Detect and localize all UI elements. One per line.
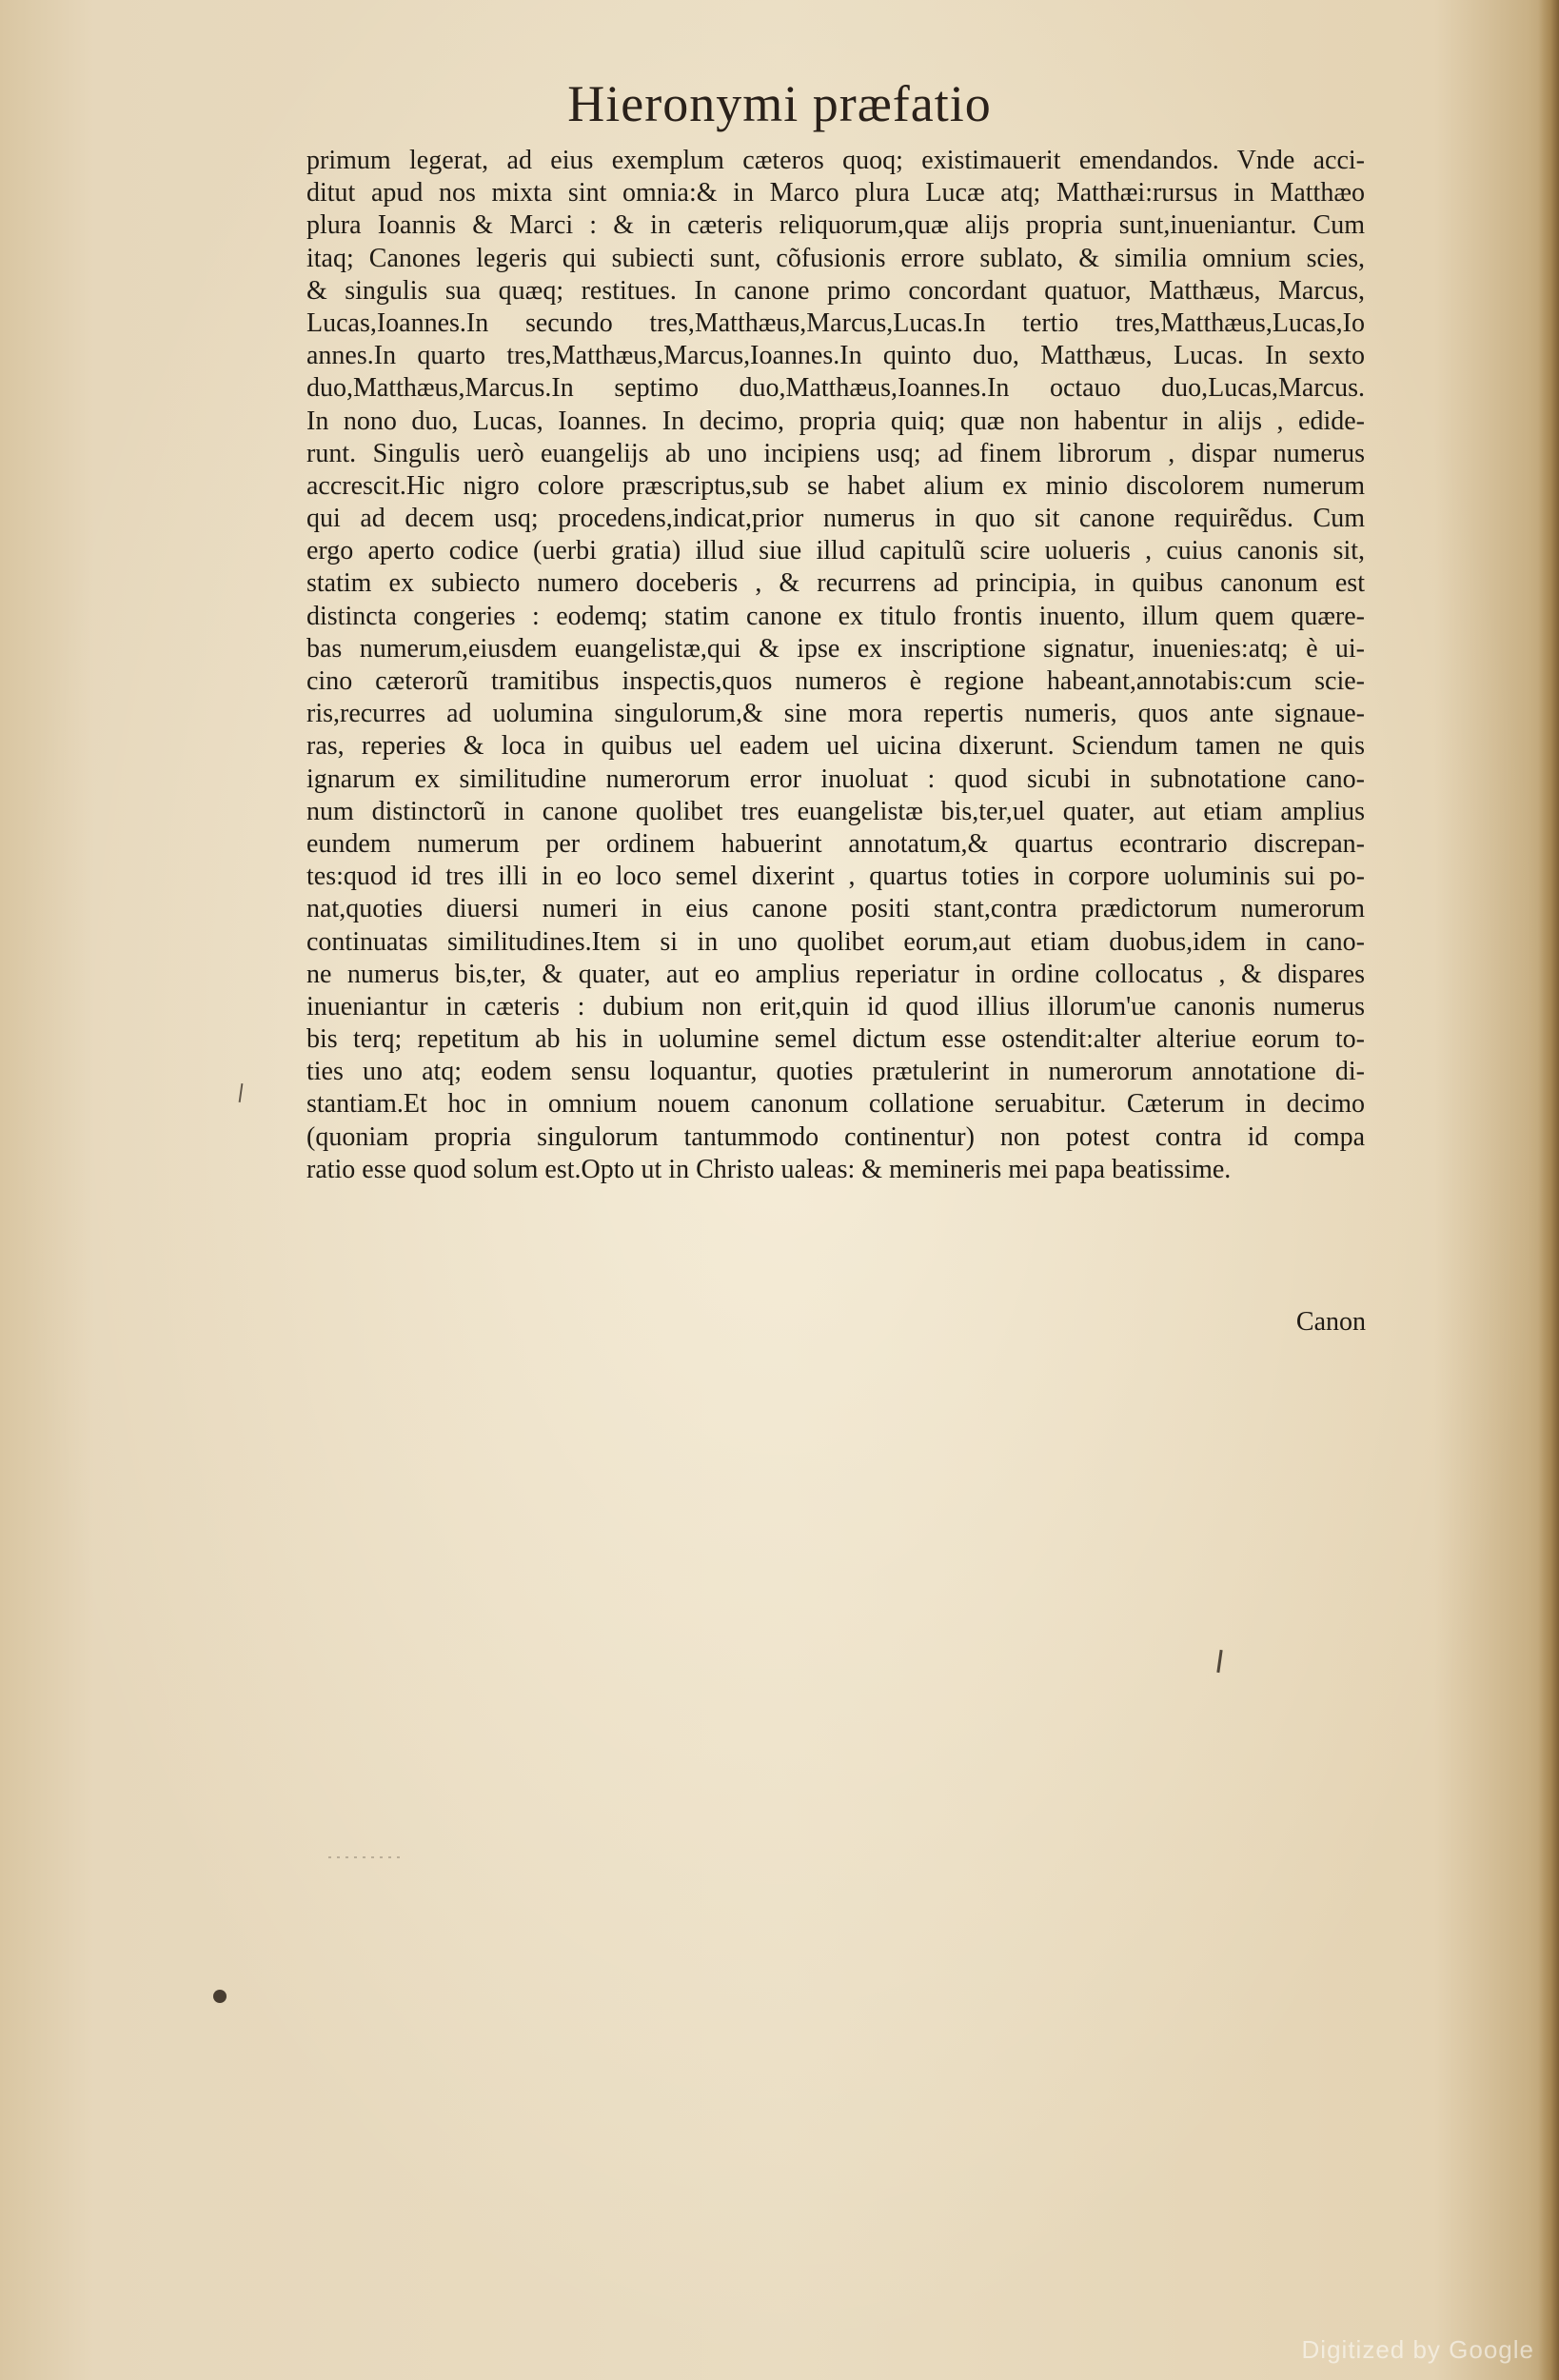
text-line: ditut apud nos mixta sint omnia:& in Marco plura Lucæ atq; Matthæi:rursus in Matthæo: [306, 178, 1365, 208]
text-line: ne numerus bis,ter, & quater, aut eo amplius reperiatur in ordine collocatus , & dispares: [306, 959, 1365, 989]
text-line: continuatas similitudines.Item si in uno quolibet eorum,aut etiam duobus,idem in cano-: [306, 926, 1365, 957]
text-line: runt. Singulis uerò euangelijs ab uno incipiens usq; ad finem librorum , dispar numerus: [306, 438, 1365, 468]
text-line: ergo aperto codice (uerbi gratia) illud siue illud capitulũ scire uolueris , cuius canonis sit,: [306, 536, 1365, 566]
text-line: statim ex subiecto numero doceberis , & recurrens ad principia, in quibus canonum est: [306, 568, 1365, 599]
text-line: ties uno atq; eodem sensu loquantur, quoties prætulerint in numerorum annotatione di-: [306, 1057, 1365, 1087]
text-line: ras, reperies & loca in quibus uel eadem uel uicina dixerunt. Sciendum tamen ne quis: [306, 731, 1365, 762]
text-line: inueniantur in cæteris : dubium non erit,quin id quod illius illorum'ue canonis numerus: [306, 991, 1365, 1021]
text-line: (quoniam propria singulorum tantummodo continentur) non potest contra id compa: [306, 1121, 1365, 1152]
text-line: ratio esse quod solum est.Opto ut in Christo ualeas: & memineris mei papa beatissime.: [306, 1154, 1232, 1184]
text-line: bis terq; repetitum ab his in uolumine semel dictum esse ostendit:alter alteriue eorum to-: [306, 1024, 1365, 1055]
text-line: num distinctorũ in canone quolibet tres euangelistæ bis,ter,uel quater, aut etiam amplius: [306, 796, 1365, 826]
text-line: ignarum ex similitudine numerorum error inuoluat : quod sicubi in subnotatione cano-: [306, 764, 1365, 794]
text-line: eundem numerum per ordinem habuerint annotatum,& quartus econtrario discrepan-: [306, 828, 1365, 859]
ink-dot: [213, 1990, 227, 2003]
ink-mark: [1216, 1650, 1222, 1673]
text-line: plura Ioannis & Marci : & in cæteris reliquorum,quæ alijs propria sunt,inueniantur. Cum: [306, 210, 1365, 241]
text-line: distincta congeries : eodemq; statim canone ex titulo frontis inuento, illum quem quære-: [306, 601, 1365, 631]
text-line: stantiam.Et hoc in omnium nouem canonum collatione seruabitur. Cæterum in decimo: [306, 1089, 1365, 1120]
ink-mark: [239, 1083, 244, 1102]
catchword: Canon: [1295, 1307, 1366, 1337]
text-line: cino cæterorũ tramitibus inspectis,quos numeros è regione habeant,annotabis:cum scie-: [306, 666, 1365, 696]
text-line: accrescit.Hic nigro colore præscriptus,sub se habet alium ex minio discolorem numerum: [306, 470, 1365, 501]
text-line: bas numerum,eiusdem euangelistæ,qui & ipse ex inscriptione signatur, inuenies:atq; è ui-: [306, 633, 1365, 664]
text-line: tes:quod id tres illi in eo loco semel dixerint , quartus toties in corpore uoluminis sui po-: [306, 862, 1365, 892]
text-line: ris,recurres ad uolumina singulorum,& sine mora repertis numeris, quos ante signaue-: [306, 699, 1365, 729]
digitization-watermark: Digitized by Google: [1301, 2335, 1534, 2364]
text-line: Lucas,Ioannes.In secundo tres,Matthæus,Marcus,Lucas.In tertio tres,Matthæus,Lucas,Io: [306, 307, 1365, 338]
text-line: annes.In quarto tres,Matthæus,Marcus,Ioannes.In quinto duo, Matthæus, Lucas. In sexto: [306, 341, 1365, 371]
body-text: [306, 145, 1365, 1186]
text-line: & singulis sua quæq; restitues. In canone primo concordant quatuor, Matthæus, Marcus,: [306, 275, 1365, 306]
text-line: duo,Matthæus,Marcus.In septimo duo,Matthæus,Ioannes.In octauo duo,Lucas,Marcus.: [306, 373, 1365, 404]
text-line: In nono duo, Lucas, Ioannes. In decimo, propria quiq; quæ non habentur in alijs , edide-: [306, 406, 1365, 436]
text-line: nat,quoties diuersi numeri in eius canone positi stant,contra prædictorum numerorum: [306, 894, 1365, 924]
text-line: primum legerat, ad eius exemplum cæteros quoq; existimauerit emendandos. Vnde acci-: [306, 146, 1365, 175]
page-title: Hieronymi præfatio: [567, 75, 992, 132]
text-line: itaq; Canones legeris qui subiecti sunt, cõfusionis errore sublato, & similia omnium scies,: [306, 243, 1365, 273]
page-edge-shadow: [1538, 0, 1559, 2380]
ink-specks: [328, 1856, 405, 1858]
text-line: qui ad decem usq; procedens,indicat,prior numerus in quo sit canone requirẽdus. Cum: [306, 504, 1365, 534]
